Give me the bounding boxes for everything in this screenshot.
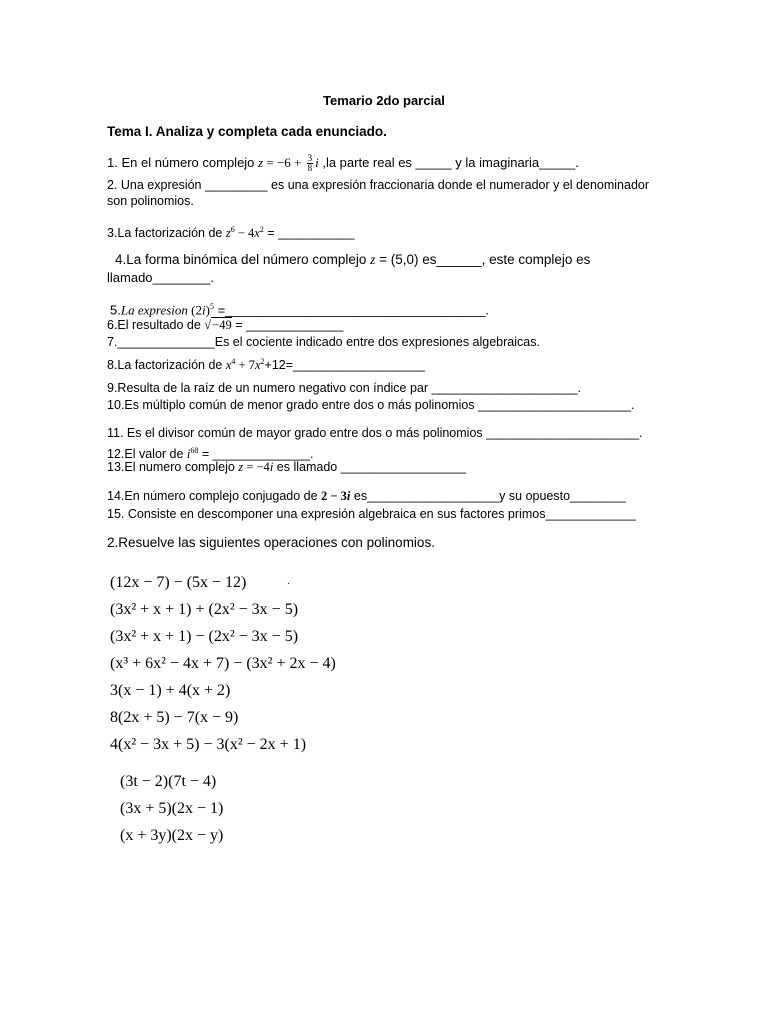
- operation-9: (3x + 5)(2x − 1): [120, 800, 224, 817]
- question-8-var-x1: x: [225, 358, 232, 373]
- question-4-text-b: = (5,0) es______, este complejo es: [375, 252, 591, 267]
- operation-3: (3x² + x + 1) − (2x² − 3x − 5): [110, 628, 299, 645]
- question-1-fraction: [307, 154, 314, 173]
- question-3-exp-1: 6: [230, 225, 235, 234]
- stray-mark: .: [287, 576, 290, 587]
- operation-6: 8(2x + 5) − 7(x − 9): [110, 709, 239, 726]
- question-3-exp-2: 2: [259, 225, 264, 234]
- question-12-text-a: 12.El valor de: [107, 447, 187, 462]
- question-1-text-b: ,la parte real es _____ y la imaginaria_____.: [318, 155, 579, 170]
- question-4-line-2: llamado________.: [107, 270, 214, 285]
- question-3-mid: − 4: [234, 226, 255, 241]
- question-1: [107, 154, 579, 173]
- question-5-paren-close: ): [205, 302, 210, 318]
- question-10: 10.Es múltiplo común de menor grado entre dos o más polinomios ______________________.: [107, 398, 635, 412]
- section-1-heading: Tema I. Analiza y completa cada enunciado.: [107, 124, 387, 139]
- operation-2: (3x² + x + 1) + (2x² − 3x − 5): [110, 601, 299, 618]
- question-12-var-i: i: [186, 447, 191, 462]
- question-13: [107, 460, 466, 475]
- question-6-radicand: −49: [212, 318, 232, 332]
- question-8-text-b: +12=___________________: [264, 358, 426, 373]
- question-5-var-i: i: [201, 302, 206, 318]
- question-8-exp-1: 4: [231, 357, 236, 366]
- fraction-denominator: 8: [307, 163, 313, 174]
- question-13-var-z: z: [238, 460, 244, 474]
- question-9: 9.Resulta de la raíz de un numero negativo con índice par _____________________.: [107, 381, 581, 395]
- question-4-text-a: 4.La forma binómica del número complejo: [115, 252, 371, 267]
- question-2-line-1: 2. Una expresión _________ es una expresión fraccionaria donde el numerador y el denominador: [107, 178, 650, 192]
- sqrt-icon: √: [204, 318, 212, 332]
- question-8-mid: + 7: [235, 358, 255, 373]
- operation-4: (x³ + 6x² − 4x + 7) − (3x² + 2x − 4): [110, 655, 336, 672]
- question-13-text-a: 13.El numero complejo: [107, 460, 239, 474]
- question-4-line-1: [115, 252, 590, 267]
- question-8-var-x2: x: [254, 358, 261, 373]
- question-1-eq: = −6 +: [263, 155, 305, 170]
- question-2-line-2: son polinomios.: [107, 194, 194, 208]
- question-3: [107, 222, 355, 241]
- question-5-math-text: La expresion: [120, 302, 188, 318]
- question-8-exp-2: 2: [260, 357, 265, 366]
- question-6-text-a: 6.El resultado de: [107, 318, 205, 332]
- question-8-text-a: 8.La factorización de: [107, 358, 226, 373]
- question-13-var-i: i: [269, 460, 274, 474]
- operation-8: (3t − 2)(7t − 4): [120, 773, 217, 790]
- question-15: 15. Consiste en descomponer una expresión algebraica en sus factores primos_____________: [107, 507, 636, 521]
- fraction-numerator: 3: [307, 153, 313, 164]
- question-14-text-a: 14.En número complejo conjugado de: [107, 489, 322, 503]
- question-5-num: 5.: [110, 302, 121, 318]
- operation-1: (12x − 7) − (5x − 12): [110, 574, 247, 591]
- question-12-text-b: = ______________.: [198, 447, 314, 462]
- question-3-text-b: = ___________: [263, 226, 355, 241]
- question-3-text-a: 3.La factorización de: [107, 226, 226, 241]
- question-14-text-b: es___________________y su opuesto________: [350, 489, 626, 503]
- question-4-var-z: z: [370, 252, 376, 267]
- question-13-text-c: es llamado __________________: [273, 460, 466, 474]
- question-5: [110, 299, 489, 317]
- question-5-exp: 5: [209, 302, 214, 311]
- question-5-paren-open: (2: [187, 302, 202, 318]
- question-3-var-x: x: [254, 226, 260, 241]
- question-1-var-i: i: [315, 155, 319, 170]
- section-2-heading: 2.Resuelve las siguientes operaciones con polinomios.: [107, 535, 435, 550]
- question-13-eq: = −4: [243, 460, 270, 474]
- question-5-text-d: =____________________________________.: [213, 302, 490, 318]
- question-11: 11. Es el divisor común de mayor grado entre dos o más polinomios ______________________.: [107, 426, 643, 440]
- question-6: [107, 318, 343, 333]
- operation-5: 3(x − 1) + 4(x + 2): [110, 682, 231, 699]
- question-14-bold-number: 2 − 3: [321, 489, 347, 503]
- question-1-text-a: 1. En el número complejo: [107, 155, 259, 170]
- question-8: [107, 354, 425, 373]
- question-3-var-z: z: [225, 226, 231, 241]
- question-1-var-z: z: [258, 155, 264, 170]
- question-6-text-b: = ______________: [231, 318, 344, 332]
- question-14: [107, 489, 626, 504]
- question-7: 7.______________Es el cociente indicado entre dos expresiones algebraicas.: [107, 335, 540, 349]
- operation-10: (x + 3y)(2x − y): [120, 827, 224, 844]
- question-14-bold-i: i: [346, 489, 351, 503]
- operation-7: 4(x² − 3x + 5) − 3(x² − 2x + 1): [110, 736, 307, 753]
- document-title: Temario 2do parcial: [323, 93, 445, 108]
- question-12-exp: 68: [190, 446, 199, 455]
